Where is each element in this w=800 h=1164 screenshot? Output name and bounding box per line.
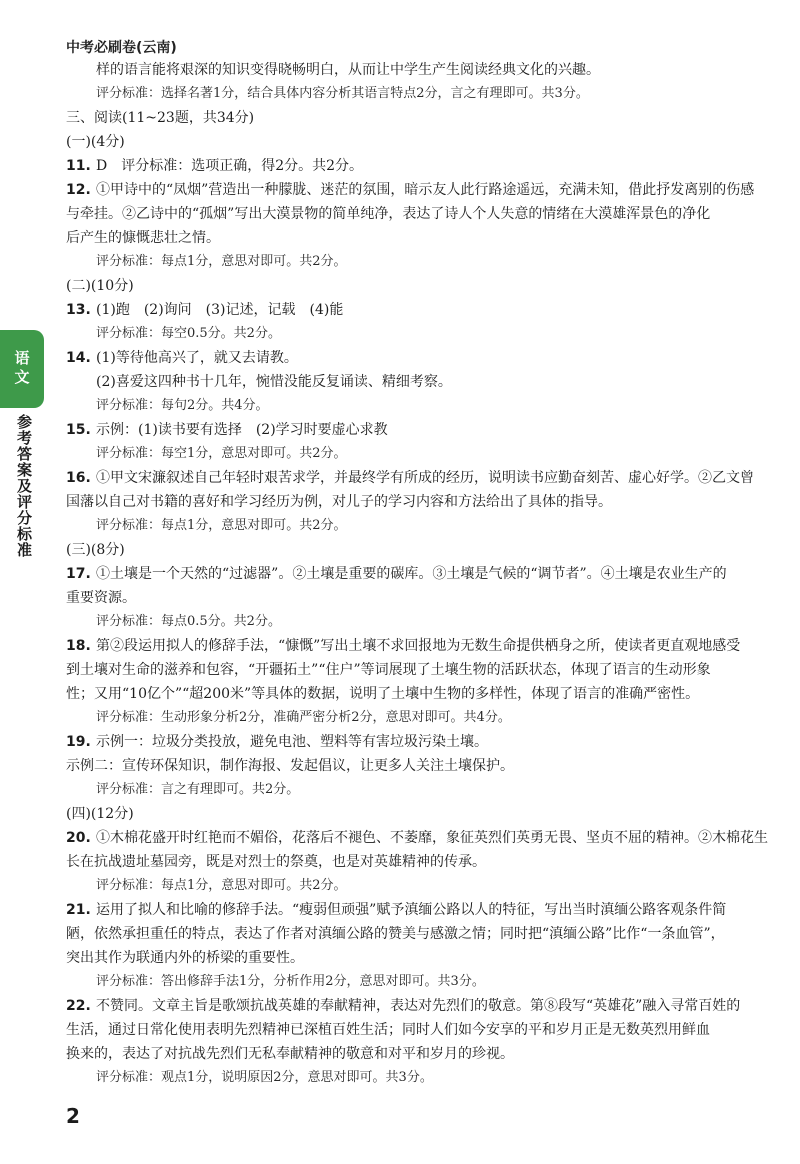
grading-standard: 评分标准：每句2分。共4分。	[96, 398, 269, 413]
answer-text: 不赞同。文章主旨是歌颂抗战英雄的奉献精神，表达对先烈们的敬意。第⑧段写“英雄花”融入寻常百姓的	[96, 998, 741, 1014]
subsection-1: (一)(4分)	[66, 134, 125, 150]
grading-standard: 评分标准：每点0.5分。共2分。	[96, 614, 281, 629]
answer-line: 国藩以自己对书籍的喜好和学习经历为例，对儿子的学习内容和方法给出了具体的指导。	[66, 494, 612, 510]
question-20	[66, 826, 772, 850]
answer-text: D 评分标准：选项正确，得2分。共2分。	[96, 158, 364, 174]
question-number: 16.	[66, 470, 91, 486]
answer-text: 示例：(1)读书要有选择 (2)学习时要虚心求教	[96, 422, 388, 438]
answer-text: 第②段运用拟人的修辞手法，“慷慨”写出土壤不求回报地为无数生命提供栖身之所，使读者更直观地感受	[96, 638, 741, 654]
question-number: 14.	[66, 350, 91, 366]
answer-line: 性；又用“10亿个”“超200米”等具体的数据，说明了土壤中生物的多样性，体现了语言的准确严密性。	[66, 686, 700, 702]
question-number: 17.	[66, 566, 91, 582]
section-title: 三、阅读(11~23题，共34分)	[66, 110, 255, 126]
question-number: 19.	[66, 734, 91, 750]
question-number: 22.	[66, 998, 91, 1014]
grading-standard: 评分标准：每点1分，意思对即可。共2分。	[96, 878, 347, 893]
answer-text: 运用了拟人和比喻的修辞手法。“瘦弱但顽强”赋予滇缅公路以人的特征，写出当时滇缅公路客观条件简	[96, 902, 727, 918]
question-number: 21.	[66, 902, 91, 918]
page-header: 中考必刷卷(云南)	[66, 40, 177, 56]
question-number: 20.	[66, 830, 91, 846]
continued-standard: 评分标准：选择名著1分，结合具体内容分析其语言特点2分，言之有理即可。共3分。	[96, 86, 589, 101]
answer-line: 换来的，表达了对抗战先烈们无私奉献精神的敬意和对平和岁月的珍视。	[66, 1046, 514, 1062]
subsection-3: (三)(8分)	[66, 542, 125, 558]
grading-standard: 评分标准：生动形象分析2分，准确严密分析2分，意思对即可。共4分。	[96, 710, 511, 725]
answer-text: (1)跑 (2)询问 (3)记述，记载 (4)能	[96, 302, 344, 318]
question-14	[66, 346, 772, 370]
question-number: 11.	[66, 158, 91, 174]
question-13	[66, 298, 772, 322]
answer-line: 示例二：宣传环保知识，制作海报、发起倡议，让更多人关注土壤保护。	[66, 758, 514, 774]
continued-line: 样的语言能将艰深的知识变得晓畅明白，从而让中学生产生阅读经典文化的兴趣。	[96, 62, 600, 78]
question-21	[66, 898, 772, 922]
grading-standard: 评分标准：每点1分，意思对即可。共2分。	[96, 254, 347, 269]
grading-standard: 评分标准：每空1分，意思对即可。共2分。	[96, 446, 347, 461]
question-15	[66, 418, 772, 442]
answer-text: ①土壤是一个天然的“过滤器”。②土壤是重要的碳库。③土壤是气候的“调节者”。④土壤是农业生产的	[96, 566, 727, 582]
page-number: 2	[66, 1104, 80, 1128]
subsection-4: (四)(12分)	[66, 806, 134, 822]
answer-text: 示例一：垃圾分类投放，避免电池、塑料等有害垃圾污染土壤。	[96, 734, 488, 750]
grading-standard: 评分标准：言之有理即可。共2分。	[96, 782, 300, 797]
answer-line: 到土壤对生命的滋养和包容，“开疆拓土”“住户”等词展现了土壤生物的活跃状态，体现了语言的生动形象	[66, 662, 711, 678]
grading-standard: 评分标准：答出修辞手法1分，分析作用2分，意思对即可。共3分。	[96, 974, 485, 989]
grading-standard: 评分标准：观点1分，说明原因2分，意思对即可。共3分。	[96, 1070, 433, 1085]
question-number: 18.	[66, 638, 91, 654]
grading-standard: 评分标准：每点1分，意思对即可。共2分。	[96, 518, 347, 533]
answer-text: ①甲诗中的“凤烟”营造出一种朦胧、迷茫的氛围，暗示友人此行路途遥远，充满未知，借此抒发离别的伤感	[96, 182, 755, 198]
side-subject-tab	[0, 330, 44, 408]
subsection-2: (二)(10分)	[66, 278, 134, 294]
answer-text: (1)等待他高兴了，就又去请教。	[96, 350, 298, 366]
question-16	[66, 466, 772, 490]
answer-line: 重要资源。	[66, 590, 136, 606]
question-number: 12.	[66, 182, 91, 198]
answer-text: ①甲文宋濂叙述自己年轻时艰苦求学，并最终学有所成的经历，说明读书应勤奋刻苦、虚心好学。②乙文曾	[96, 470, 754, 486]
question-11	[66, 154, 772, 178]
answer-content	[66, 58, 772, 1090]
answer-line: 与牵挂。②乙诗中的“孤烟”写出大漠景物的简单纯净，表达了诗人个人失意的情绪在大漠雄浑景色的净化	[66, 206, 711, 222]
answer-line: 突出其作为联通内外的桥梁的重要性。	[66, 950, 304, 966]
question-18	[66, 634, 772, 658]
question-17	[66, 562, 772, 586]
question-number: 13.	[66, 302, 91, 318]
question-12	[66, 178, 772, 202]
side-section-label: 参考答案及评分标准	[15, 414, 33, 558]
answer-line: (2)喜爱这四种书十几年，惋惜没能反复诵读、精细考察。	[96, 374, 452, 390]
question-19	[66, 730, 772, 754]
answer-text: ①木棉花盛开时红艳而不媚俗，花落后不褪色、不萎靡，象征英烈们英勇无畏、坚贞不屈的精神。②木棉花生	[96, 830, 768, 846]
side-subject-text: 语文	[12, 350, 31, 388]
grading-standard: 评分标准：每空0.5分。共2分。	[96, 326, 281, 341]
answer-line: 陋，依然承担重任的特点，表达了作者对滇缅公路的赞美与感激之情；同时把“滇缅公路”比作“一条血管”，	[66, 926, 725, 942]
question-number: 15.	[66, 422, 91, 438]
question-22	[66, 994, 772, 1018]
answer-line: 生活，通过日常化使用表明先烈精神已深植百姓生活；同时人们如今安享的平和岁月正是无数英烈用鲜血	[66, 1022, 710, 1038]
answer-line: 长在抗战遗址墓园旁，既是对烈士的祭奠，也是对英雄精神的传承。	[66, 854, 486, 870]
answer-line: 后产生的慷慨悲壮之情。	[66, 230, 220, 246]
